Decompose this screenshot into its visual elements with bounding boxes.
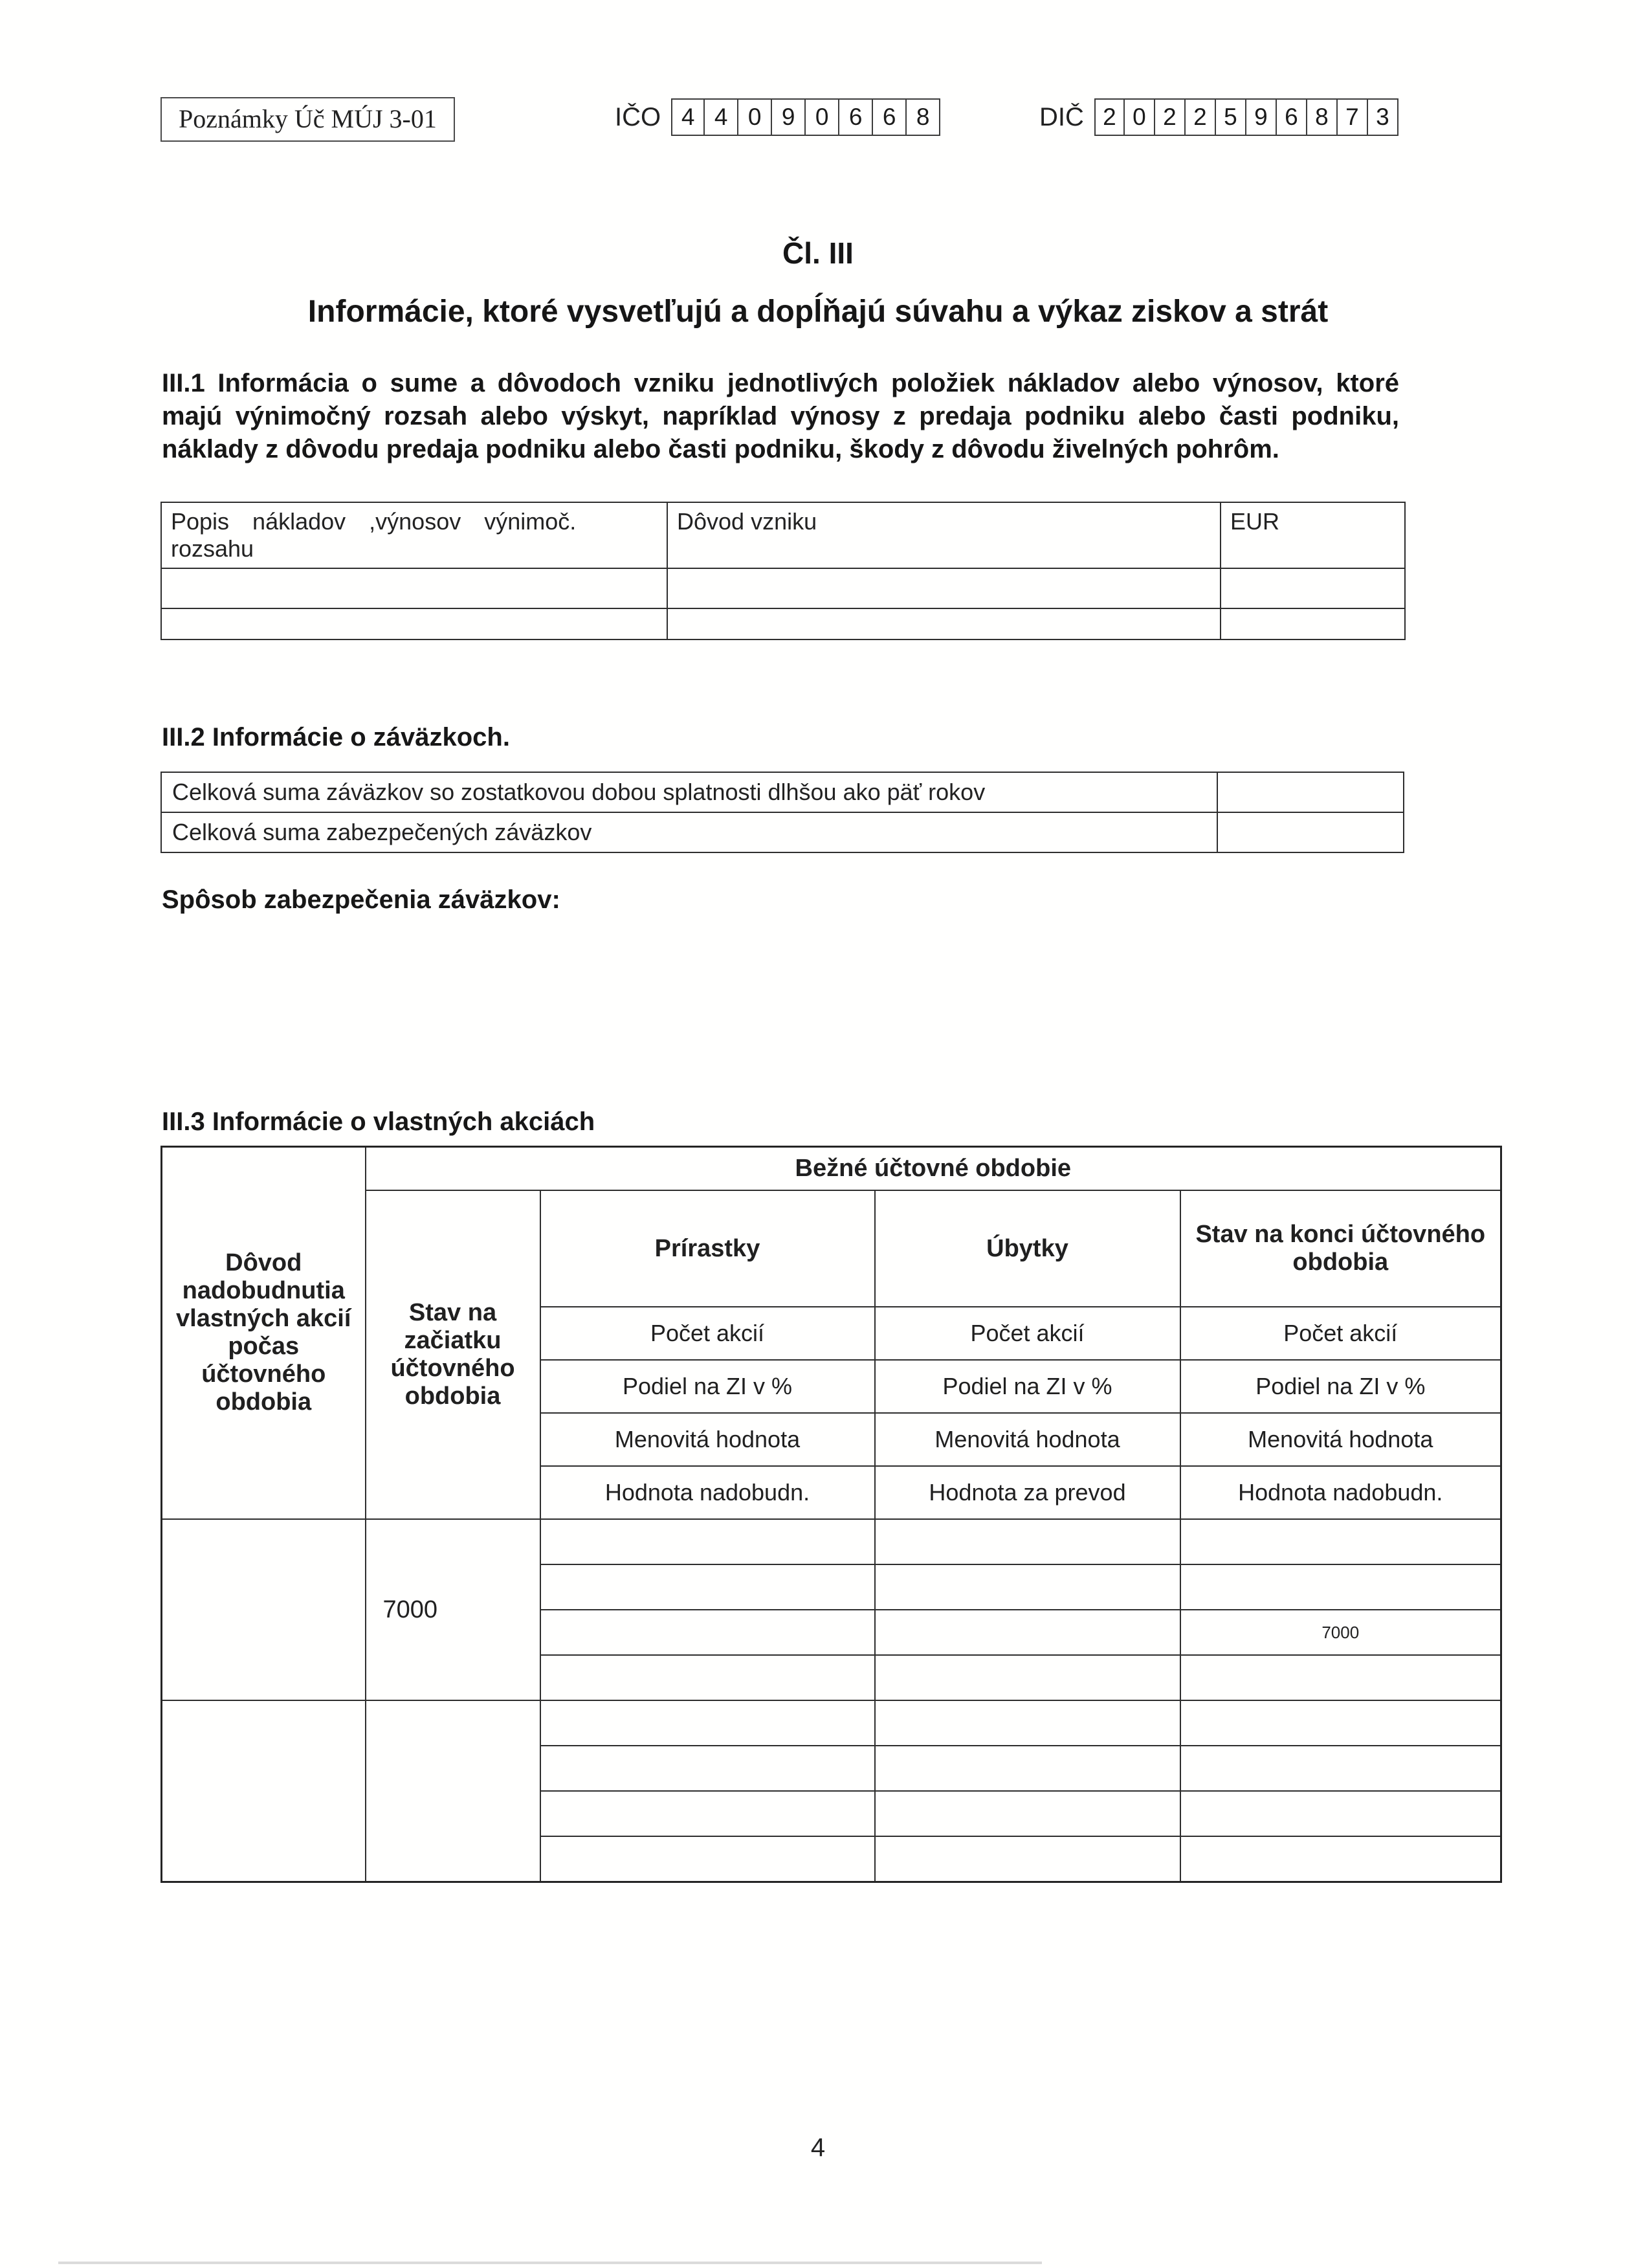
- iii3-body-cell: [875, 1700, 1180, 1746]
- ico-digit-cell: 6: [839, 98, 873, 136]
- iii3-body-cell: [1180, 1519, 1501, 1564]
- dic-digit-cell: 5: [1216, 98, 1246, 136]
- iii3-body-reason-cell: [162, 1519, 366, 1700]
- iii3-sub-header: Počet akcií: [540, 1307, 875, 1360]
- dic-digit-cell: 3: [1368, 98, 1398, 136]
- iii3-body-cell: [540, 1791, 875, 1836]
- ico-digit-cell: 0: [806, 98, 839, 136]
- dic-digit-cell: 0: [1125, 98, 1155, 136]
- page-number: 4: [810, 2133, 826, 2162]
- iii3-sub-header: Podiel na ZI v %: [1180, 1360, 1501, 1413]
- iii3-body-cell: [540, 1700, 875, 1746]
- iii3-body-cell: [540, 1519, 875, 1564]
- iii3-body-cell: [540, 1836, 875, 1882]
- iii1-paragraph: III.1 Informácia o sume a dôvodoch vzniku jednotlivých položiek nákladov alebo výnosov, ktoré majú výnimočný rozsah alebo výskyt, napríklad výnosy z predaja podniku alebo časti podniku, náklady z dôvodu predaja podniku alebo časti podniku, škody z dôvodu živelných pohrôm.: [162, 369, 1399, 464]
- iii2-row-label: Celková suma záväzkov so zostatkovou dobou splatnosti dlhšou ako päť rokov: [161, 772, 1217, 812]
- iii1-col3-header: EUR: [1221, 502, 1405, 568]
- dic-group: [1039, 98, 1398, 136]
- page-header: [0, 96, 1636, 158]
- iii3-sub-header: Počet akcií: [1180, 1307, 1501, 1360]
- iii1-empty-cell: [161, 568, 667, 608]
- iii3-body-cell: [875, 1746, 1180, 1791]
- iii3-heading: III.3 Informácie o vlastných akciách: [162, 1107, 595, 1136]
- iii3-table: [160, 1146, 1502, 1883]
- iii3-body-cell: [540, 1610, 875, 1655]
- iii3-body-cell: [875, 1836, 1180, 1882]
- iii3-sub-header: Menovitá hodnota: [1180, 1413, 1501, 1466]
- iii3-sub-header: Podiel na ZI v %: [540, 1360, 875, 1413]
- iii3-body-cell: [1180, 1791, 1501, 1836]
- ico-group: [615, 98, 940, 136]
- iii3-sub-header: Menovitá hodnota: [875, 1413, 1180, 1466]
- iii1-col1-header-line1: Popis nákladov ,výnosov výnimoč.: [171, 507, 577, 535]
- iii3-start-value: 7000: [366, 1519, 540, 1700]
- iii2-heading: III.2 Informácie o záväzkoch.: [162, 722, 510, 751]
- ico-digit-boxes: [671, 98, 940, 136]
- iii3-group-header: Úbytky: [875, 1190, 1180, 1307]
- iii3-body-cell: [540, 1746, 875, 1791]
- iii3-sub-header: Podiel na ZI v %: [875, 1360, 1180, 1413]
- iii3-sub-header: Hodnota nadobudn.: [540, 1466, 875, 1519]
- form-code-box: Poznámky Úč MÚJ 3-01: [160, 97, 455, 142]
- iii1-empty-cell: [1221, 608, 1405, 639]
- iii1-col2-header: Dôvod vzniku: [667, 502, 1221, 568]
- ico-digit-cell: 4: [671, 98, 705, 136]
- iii3-body-cell: [875, 1519, 1180, 1564]
- iii3-col2-header: Stav na začiatku účtovného obdobia: [366, 1190, 540, 1519]
- iii3-body-cell: [1180, 1655, 1501, 1700]
- iii3-body-cell: [1180, 1836, 1501, 1882]
- iii1-table: [160, 502, 1406, 640]
- article-subtitle: Informácie, ktoré vysvetľujú a dopĺňajú súvahu a výkaz ziskov a strát: [307, 295, 1329, 329]
- iii1-empty-cell: [667, 568, 1221, 608]
- iii3-body-reason-cell: [162, 1700, 366, 1882]
- iii3-period-header: Bežné účtovné obdobie: [366, 1146, 1501, 1190]
- iii3-group-header: Prírastky: [540, 1190, 875, 1307]
- iii1-col1-header-line2: rozsahu: [171, 535, 254, 562]
- ico-digit-cell: 0: [738, 98, 772, 136]
- iii2-row-value: [1217, 812, 1404, 852]
- iii2-row-label: Celková suma zabezpečených záväzkov: [161, 812, 1217, 852]
- iii3-body-cell: [540, 1564, 875, 1610]
- iii3-body-cell: [875, 1610, 1180, 1655]
- dic-digit-boxes: [1094, 98, 1398, 136]
- iii1-empty-cell: [1221, 568, 1405, 608]
- iii2-subheading: Spôsob zabezpečenia záväzkov:: [162, 885, 560, 914]
- iii3-body-start-cell: [366, 1700, 540, 1882]
- iii3-sub-header: Hodnota nadobudn.: [1180, 1466, 1501, 1519]
- dic-digit-cell: 9: [1246, 98, 1277, 136]
- iii3-group-header: Stav na konci účtovného obdobia: [1180, 1190, 1501, 1307]
- iii3-body-cell: [1180, 1564, 1501, 1610]
- iii2-row-value: [1217, 772, 1404, 812]
- iii3-sub-header: Počet akcií: [875, 1307, 1180, 1360]
- dic-digit-cell: 2: [1094, 98, 1125, 136]
- ico-digit-cell: 4: [705, 98, 738, 136]
- ico-label: IČO: [615, 102, 661, 131]
- ico-digit-cell: 6: [873, 98, 907, 136]
- ico-digit-cell: 9: [772, 98, 806, 136]
- iii3-sub-header: Menovitá hodnota: [540, 1413, 875, 1466]
- dic-digit-cell: 2: [1186, 98, 1216, 136]
- iii3-end-value: 7000: [1180, 1610, 1501, 1655]
- scan-artifact: [58, 2262, 1042, 2264]
- dic-label: DIČ: [1039, 102, 1084, 131]
- iii3-body-cell: [875, 1564, 1180, 1610]
- ico-digit-cell: 8: [907, 98, 940, 136]
- iii2-table: [160, 772, 1404, 853]
- iii1-empty-cell: [161, 608, 667, 639]
- dic-digit-cell: 2: [1155, 98, 1186, 136]
- iii3-col1-header: Dôvod nadobudnutia vlastných akcií počas účtovného obdobia: [162, 1146, 366, 1519]
- dic-digit-cell: 8: [1307, 98, 1338, 136]
- iii1-col1-header: [161, 502, 667, 568]
- dic-digit-cell: 6: [1277, 98, 1307, 136]
- iii3-body-cell: [1180, 1746, 1501, 1791]
- iii3-sub-header: Hodnota za prevod: [875, 1466, 1180, 1519]
- article-title: Čl. III: [782, 236, 854, 270]
- iii3-body-cell: [540, 1655, 875, 1700]
- dic-digit-cell: 7: [1338, 98, 1368, 136]
- iii1-empty-cell: [667, 608, 1221, 639]
- iii3-body-cell: [875, 1655, 1180, 1700]
- iii3-body-cell: [1180, 1700, 1501, 1746]
- iii3-body-cell: [875, 1791, 1180, 1836]
